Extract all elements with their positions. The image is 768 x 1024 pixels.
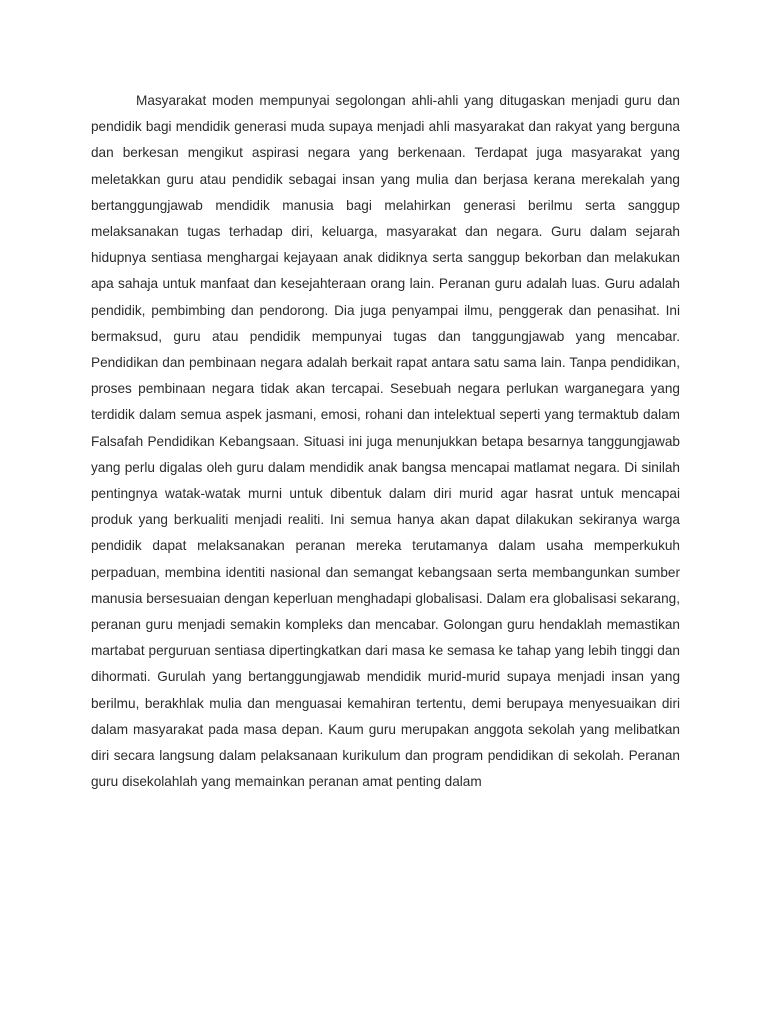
body-paragraph: Masyarakat moden mempunyai segolongan ahli-ahli yang ditugaskan menjadi guru dan pendidik bagi mendidik generasi muda supaya menjadi ahli masyarakat dan rakyat yang berguna dan berkesan mengikut aspirasi negara yang berkenaan. Terdapat juga masyarakat yang meletakkan guru atau pendidik sebagai insan yang mulia dan berjasa kerana merekalah yang bertanggungjawab mendidik manusia bagi melahirkan generasi berilmu serta sanggup melaksanakan tugas terhadap diri, keluarga, masyarakat dan negara. Guru dalam sejarah hidupnya sentiasa menghargai kejayaan anak didiknya serta sanggup bekorban dan melakukan apa sahaja untuk manfaat dan kesejahteraan orang lain. Peranan guru adalah luas. Guru adalah pendidik, pembimbing dan pendorong. Dia juga penyampai ilmu, penggerak dan penasihat. Ini bermaksud, guru atau pendidik mempunyai tugas dan tanggungjawab yang mencabar. Pendidikan dan pembinaan negara adalah berkait rapat antara satu sama lain. Tanpa pendidikan, proses pembinaan negara tidak akan tercapai. Sesebuah negara perlukan warganegara yang terdidik dalam semua aspek jasmani, emosi, rohani dan intelektual seperti yang termaktub dalam Falsafah Pendidikan Kebangsaan. Situasi ini juga menunjukkan betapa besarnya tanggungjawab yang perlu digalas oleh guru dalam mendidik anak bangsa mencapai matlamat negara. Di sinilah pentingnya watak-watak murni untuk dibentuk dalam diri murid agar hasrat untuk mencapai produk yang berkualiti menjadi realiti. Ini semua hanya akan dapat dilakukan sekiranya warga pendidik dapat melaksanakan peranan mereka terutamanya dalam usaha memperkukuh perpaduan, membina identiti nasional dan semangat kebangsaan serta membangunkan sumber manusia bersesuaian dengan keperluan menghadapi globalisasi. Dalam era globalisasi sekarang, peranan guru menjadi semakin kompleks dan mencabar. Golongan guru hendaklah memastikan martabat perguruan sentiasa dipertingkatkan dari masa ke semasa ke tahap yang lebih tinggi dan dihormati. Gurulah yang bertanggungjawab mendidik murid-murid supaya menjadi insan yang berilmu, berakhlak mulia dan menguasai kemahiran tertentu, demi berupaya menyesuaikan diri dalam masyarakat pada masa depan. Kaum guru merupakan anggota sekolah yang melibatkan diri secara langsung dalam pelaksanaan kurikulum dan program pendidikan di sekolah. Peranan guru disekolahlah yang memainkan peranan amat penting dalam: [91, 93, 680, 790]
